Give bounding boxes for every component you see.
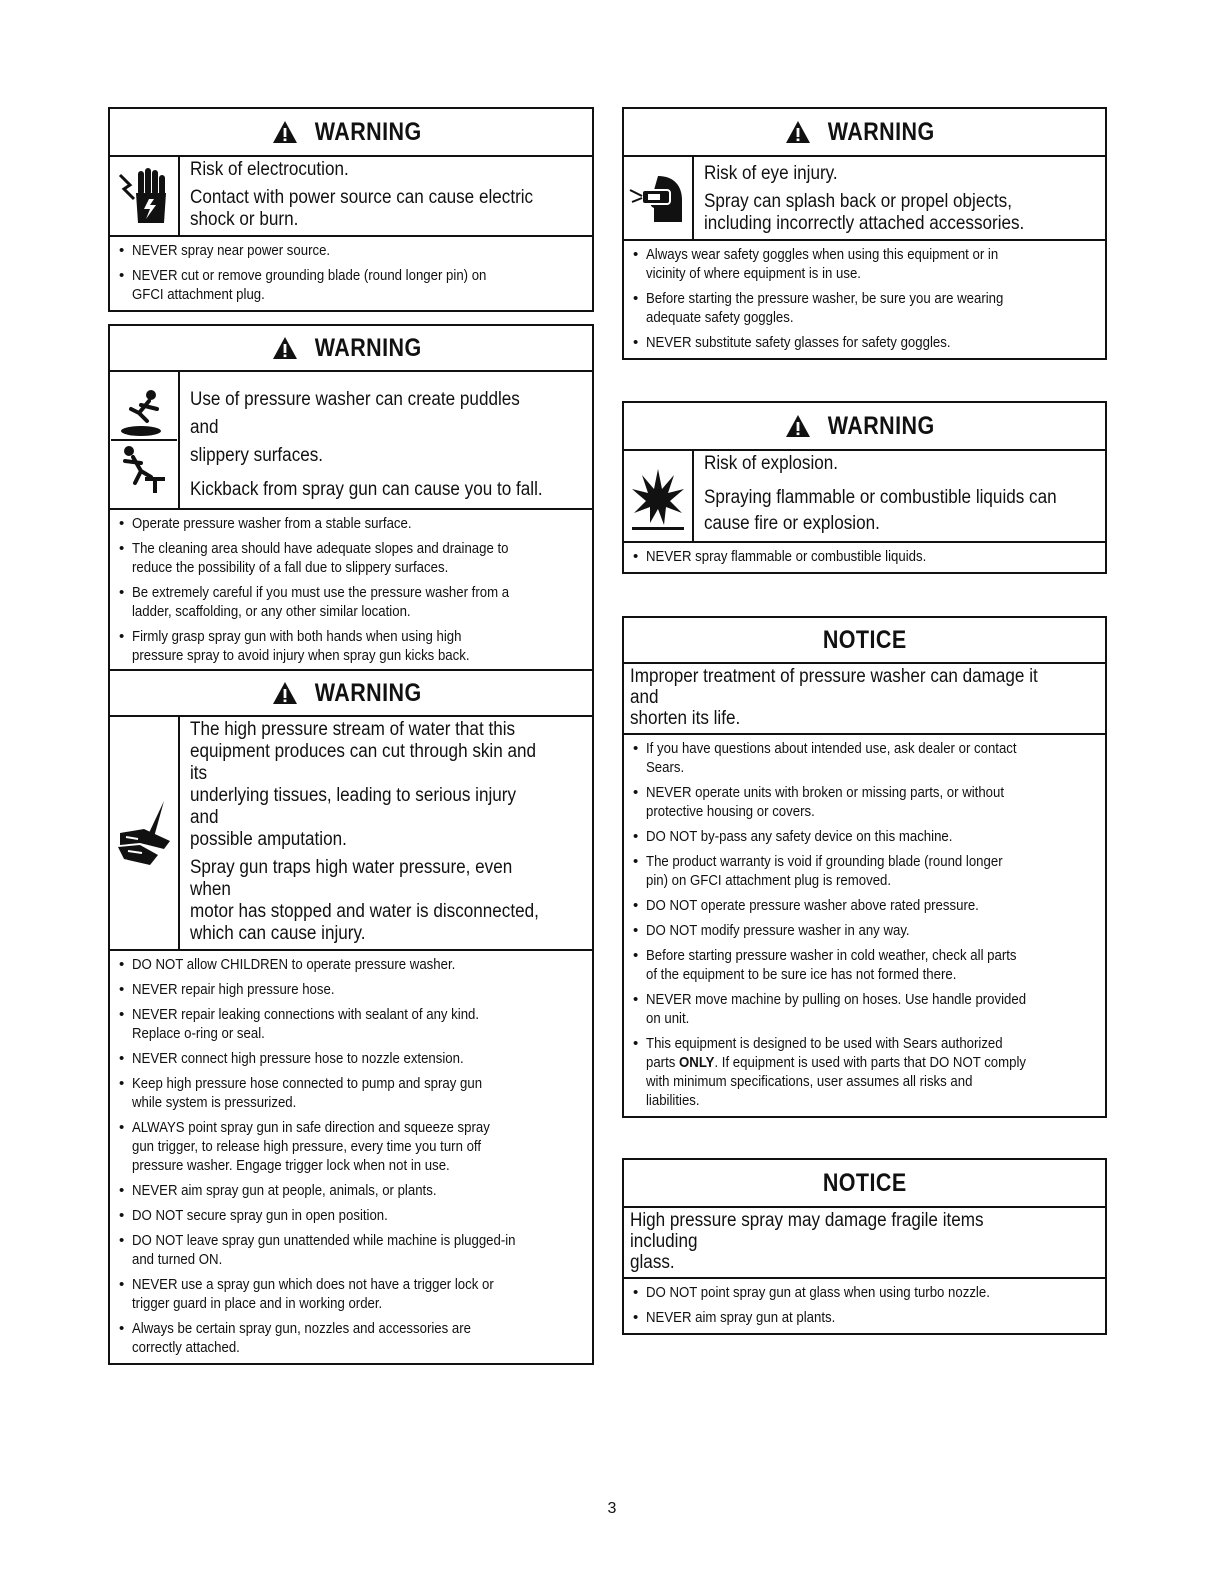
warning-header: [624, 109, 1105, 157]
warning-triangle-icon: [272, 681, 298, 705]
list-item: • Firmly grasp spray gun with both hands when using high pressure spray to avoid injury when spray gun kicks back.: [116, 627, 586, 665]
bullet-list: [110, 951, 592, 1363]
hazard-line: Spray gun traps high water pressure, even when motor has stopped and water is disconnected, which can cause injury.: [190, 857, 539, 944]
list-item: • Operate pressure washer from a stable surface.: [116, 514, 586, 533]
explosion-warning-box: [622, 401, 1107, 574]
list-item: • ALWAYS point spray gun in safe direction and squeeze spray gun trigger, to release high pressure, every time you turn off pressure washer. Engage trigger lock when not in use.: [116, 1118, 586, 1175]
warning-title: WARNING: [314, 117, 422, 146]
list-item: • NEVER move machine by pulling on hoses. Use handle provided on unit.: [630, 990, 1099, 1028]
skin-injection-icon: [110, 717, 180, 949]
hazard-row: [110, 157, 592, 237]
list-item: • NEVER connect high pressure hose to nozzle extension.: [116, 1049, 586, 1068]
hazard-line: Risk of explosion.: [704, 453, 839, 474]
page-number: 3: [607, 1500, 617, 1517]
electrocution-warning-box: [108, 107, 594, 312]
hazard-line: Risk of eye injury.: [704, 163, 838, 184]
bullet-list: [624, 735, 1105, 1116]
warning-triangle-icon: [785, 414, 811, 438]
list-item: • DO NOT allow CHILDREN to operate pressure washer.: [116, 955, 586, 974]
hazard-row: [624, 451, 1105, 543]
slip-fall-icon: [110, 372, 180, 508]
notice-damage-box: [622, 616, 1107, 1118]
list-item: • DO NOT operate pressure washer above rated pressure.: [630, 896, 1099, 915]
list-item: • The cleaning area should have adequate slopes and drainage to reduce the possibility of a fall due to slippery surfaces.: [116, 539, 586, 577]
warning-header: [110, 326, 592, 372]
warning-header: [110, 109, 592, 157]
list-item: • Before starting the pressure washer, be sure you are wearing adequate safety goggles.: [630, 289, 1099, 327]
list-item: • NEVER use a spray gun which does not have a trigger lock or trigger guard in place and in working order.: [116, 1275, 586, 1313]
hazard-text: [180, 157, 579, 235]
hazard-text: [180, 717, 592, 949]
warning-title: WARNING: [314, 333, 422, 362]
bullet-list: [110, 510, 592, 671]
warning-triangle-icon: [272, 336, 298, 360]
hazard-line: Contact with power source can cause electric shock or burn.: [190, 187, 534, 230]
warning-title: WARNING: [828, 411, 935, 440]
hazard-text: [180, 372, 592, 508]
warning-triangle-icon: [272, 120, 298, 144]
hazard-line: Spraying flammable or combustible liquids can cause fire or explosion.: [704, 487, 1057, 534]
list-item: • Always wear safety goggles when using this equipment or in vicinity of where equipment is in use.: [630, 245, 1099, 283]
list-item: • Before starting pressure washer in cold weather, check all parts of the equipment to be sure ice has not formed there.: [630, 946, 1099, 984]
warning-title: WARNING: [828, 117, 935, 146]
hazard-text: [694, 157, 1068, 239]
notice-lead: High pressure spray may damage fragile items including glass.: [624, 1208, 1105, 1279]
notice-header: [624, 618, 1105, 664]
hazard-line: Use of pressure washer can create puddles and slippery surfaces.: [190, 389, 520, 466]
list-item: • If you have questions about intended use, ask dealer or contact Sears.: [630, 739, 1099, 777]
warning-title: WARNING: [314, 678, 422, 707]
hazard-row: [624, 157, 1105, 241]
list-item: • NEVER aim spray gun at plants.: [630, 1308, 1099, 1327]
list-item: • DO NOT point spray gun at glass when using turbo nozzle.: [630, 1283, 1099, 1302]
hazard-line: Risk of electrocution.: [190, 159, 349, 180]
notice-title: NOTICE: [822, 1168, 907, 1197]
warning-header: [110, 671, 592, 717]
list-item: • NEVER spray near power source.: [116, 241, 586, 260]
list-item: • The product warranty is void if grounding blade (round longer pin) on GFCI attachment plug is removed.: [630, 852, 1099, 890]
list-item: • DO NOT modify pressure washer in any way.: [630, 921, 1099, 940]
bullet-list: [110, 237, 592, 310]
list-item: • DO NOT secure spray gun in open position.: [116, 1206, 586, 1225]
list-item: • Keep high pressure hose connected to pump and spray gun while system is pressurized.: [116, 1074, 586, 1112]
list-item: • NEVER cut or remove grounding blade (round longer pin) on GFCI attachment plug.: [116, 266, 586, 304]
hazard-row: [110, 717, 592, 951]
bullet-list: [624, 241, 1105, 358]
notice-title: NOTICE: [822, 625, 907, 654]
hazard-text: [694, 451, 1104, 541]
list-item: • NEVER spray flammable or combustible liquids.: [630, 547, 1099, 566]
slip-warning-box: [108, 324, 594, 673]
list-item: • NEVER operate units with broken or missing parts, or without protective housing or covers.: [630, 783, 1099, 821]
warning-header: [624, 403, 1105, 451]
list-item: • Be extremely careful if you must use the pressure washer from a ladder, scaffolding, or any other similar location.: [116, 583, 586, 621]
list-item: • DO NOT leave spray gun unattended while machine is plugged-in and turned ON.: [116, 1231, 586, 1269]
list-item: • NEVER repair high pressure hose.: [116, 980, 586, 999]
injection-warning-box: [108, 669, 594, 1365]
eye-warning-box: [622, 107, 1107, 360]
list-item: • NEVER aim spray gun at people, animals, or plants.: [116, 1181, 586, 1200]
bullet-list: [624, 543, 1105, 572]
bullet-list: [624, 1279, 1105, 1333]
notice-glass-box: [622, 1158, 1107, 1335]
notice-lead: Improper treatment of pressure washer can damage it and shorten its life.: [624, 664, 1105, 735]
hazard-line: Spray can splash back or propel objects, including incorrectly attached accessories.: [704, 191, 1025, 234]
explosion-icon: [624, 451, 694, 541]
electrocution-hand-icon: [110, 157, 180, 235]
hazard-line: Kickback from spray gun can cause you to fall.: [190, 479, 543, 500]
goggles-face-icon: [624, 157, 694, 239]
warning-triangle-icon: [785, 120, 811, 144]
hazard-row: [110, 372, 592, 510]
hazard-line: The high pressure stream of water that this equipment produces can cut through skin and its underlying tissues, leading to serious injury and possible amputation.: [190, 719, 537, 850]
notice-header: [624, 1160, 1105, 1208]
list-item: • Always be certain spray gun, nozzles and accessories are correctly attached.: [116, 1319, 586, 1357]
list-item: • NEVER repair leaking connections with sealant of any kind. Replace o-ring or seal.: [116, 1005, 586, 1043]
list-item: • This equipment is designed to be used with Sears authorized parts ONLY. If equipment is used with parts that DO NOT comply with minimum specifications, user assumes all risks and liabilities.: [630, 1034, 1099, 1110]
list-item: • DO NOT by-pass any safety device on this machine.: [630, 827, 1099, 846]
list-item: • NEVER substitute safety glasses for safety goggles.: [630, 333, 1099, 352]
